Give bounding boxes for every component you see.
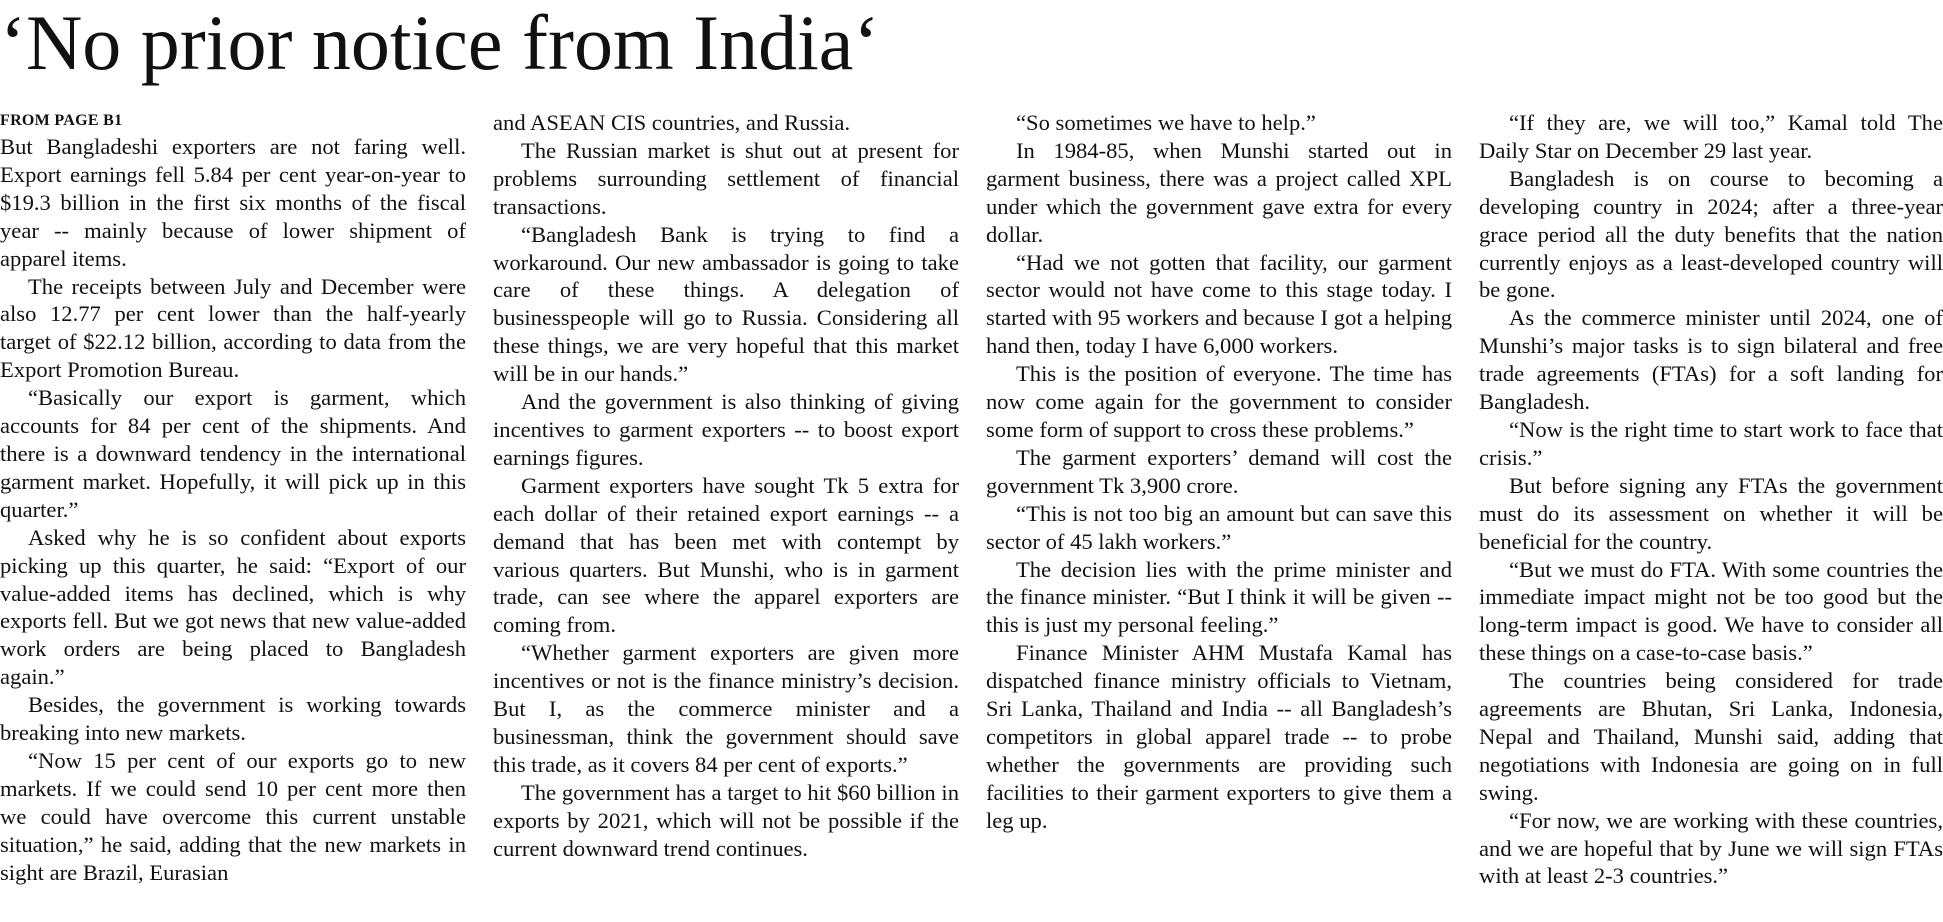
continued-from-kicker: FROM PAGE B1 — [0, 112, 123, 129]
article-paragraph: Garment exporters have sought Tk 5 extra for each dollar of their retained export earnings -- a demand that has been met with contempt by various quarters. But Munshi, who is in garment trade, can see where the apparel exporters are coming from. — [493, 472, 959, 638]
article-paragraph: The countries being considered for trade agreements are Bhutan, Sri Lanka, Indonesia, Nepal and Thailand, Munshi said, adding that negotiations with Indonesia are going on in full swing. — [1479, 668, 1943, 805]
article-paragraph: and ASEAN CIS countries, and Russia. — [493, 110, 851, 135]
article-paragraph: “Whether garment exporters are given more incentives or not is the finance ministry’s decision. But I, as the commerce minister and a businessman, think the government should save this trade, as it covers 84 per cent of exports.” — [493, 640, 959, 777]
article-paragraph: Besides, the government is working towards breaking into new markets. — [0, 692, 466, 746]
article-paragraph: Asked why he is so confident about exports picking up this quarter, he said: “Export of our value-added items has declined, which is why exports fell. But we got news that new value-added work orders are being placed to Bangladesh again.” — [0, 524, 466, 690]
article-paragraph: The garment exporters’ demand will cost the government Tk 3,900 crore. — [986, 444, 1452, 498]
article-paragraph: “Now is the right time to start work to face that crisis.” — [1479, 416, 1943, 470]
article-paragraph: As the commerce minister until 2024, one of Munshi’s major tasks is to sign bilateral and free trade agreements (FTAs) for a soft landing for Bangladesh. — [1479, 305, 1943, 415]
article-column-1 — [0, 109, 466, 886]
article-paragraph: But before signing any FTAs the government must do its assessment on whether it will be beneficial for the country. — [1479, 472, 1943, 554]
article-paragraph: Finance Minister AHM Mustafa Kamal has dispatched finance ministry officials to Vietnam, Sri Lanka, Thailand and India -- all Bangladesh’s competitors in global apparel trade -- to probe whether the governments are providing such facilities to their garment exporters to give them a leg up. — [986, 640, 1452, 833]
article-column-4 — [1479, 109, 1943, 890]
article-body — [0, 109, 1943, 919]
article-paragraph: Bangladesh is on course to becoming a developing country in 2024; after a three-year grace period all the duty benefits that the nation currently enjoys as a least-developed country will be gone. — [1479, 165, 1943, 303]
article-paragraph: This is the position of everyone. The time has now come again for the government to consider some form of support to cross these problems.” — [986, 361, 1452, 442]
article-paragraph: The government has a target to hit $60 billion in exports by 2021, which will not be possible if the current downward trend continues. — [493, 779, 959, 861]
article-paragraph: “Had we not gotten that facility, our garment sector would not have come to this stage today. I started with 95 workers and because I got a helping hand then, today I have 6,000 workers. — [986, 249, 1452, 359]
article-paragraph: “Now 15 per cent of our exports go to new markets. If we could send 10 per cent more then we could have overcome this current unstable situation,” he said, adding that the new markets in sight are Brazil, Eurasian — [0, 747, 466, 885]
article-paragraph: But Bangladeshi exporters are not faring well. Export earnings fell 5.84 per cent year-on-year to $19.3 billion in the first six months of the fiscal year -- mainly because of lower shipment of apparel items. — [0, 134, 466, 271]
article-column-2 — [493, 109, 959, 862]
article-paragraph: The decision lies with the prime minister and the finance minister. “But I think it will be given -- this is just my personal feeling.” — [986, 556, 1452, 638]
article-paragraph: In 1984-85, when Munshi started out in garment business, there was a project called XPL under which the government gave extra for every dollar. — [986, 137, 1452, 247]
article-paragraph: “For now, we are working with these countries, and we are hopeful that by June we will sign FTAs with at least 2-3 countries.” — [1479, 807, 1943, 889]
headline: ‘No prior notice from India‘ — [0, 0, 880, 86]
article-paragraph: And the government is also thinking of giving incentives to garment exporters -- to boost export earnings figures. — [493, 389, 959, 470]
article-paragraph: “Basically our export is garment, which accounts for 84 per cent of the shipments. And there is a downward tendency in the international garment market. Hopefully, it will pick up in this quarter.” — [0, 385, 466, 522]
article-paragraph: “So sometimes we have to help.” — [1016, 110, 1316, 135]
article-paragraph: The Russian market is shut out at present for problems surrounding settlement of financial transactions. — [493, 137, 959, 219]
article-paragraph: “If they are, we will too,” Kamal told The Daily Star on December 29 last year. — [1479, 110, 1943, 163]
article-paragraph: “But we must do FTA. With some countries the immediate impact might not be too good but the long-term impact is good. We have to consider all these things on a case-to-case basis.” — [1479, 556, 1943, 666]
article-column-3 — [986, 109, 1452, 835]
article-paragraph: “This is not too big an amount but can save this sector of 45 lakh workers.” — [986, 500, 1452, 554]
article-paragraph: “Bangladesh Bank is trying to find a workaround. Our new ambassador is going to take care of these things. A delegation of businesspeople will go to Russia. Considering all these things, we are very hopeful that this market will be in our hands.” — [493, 221, 959, 387]
article-paragraph: The receipts between July and December were also 12.77 per cent lower than the half-yearly target of $22.12 billion, according to data from the Export Promotion Bureau. — [0, 273, 466, 383]
